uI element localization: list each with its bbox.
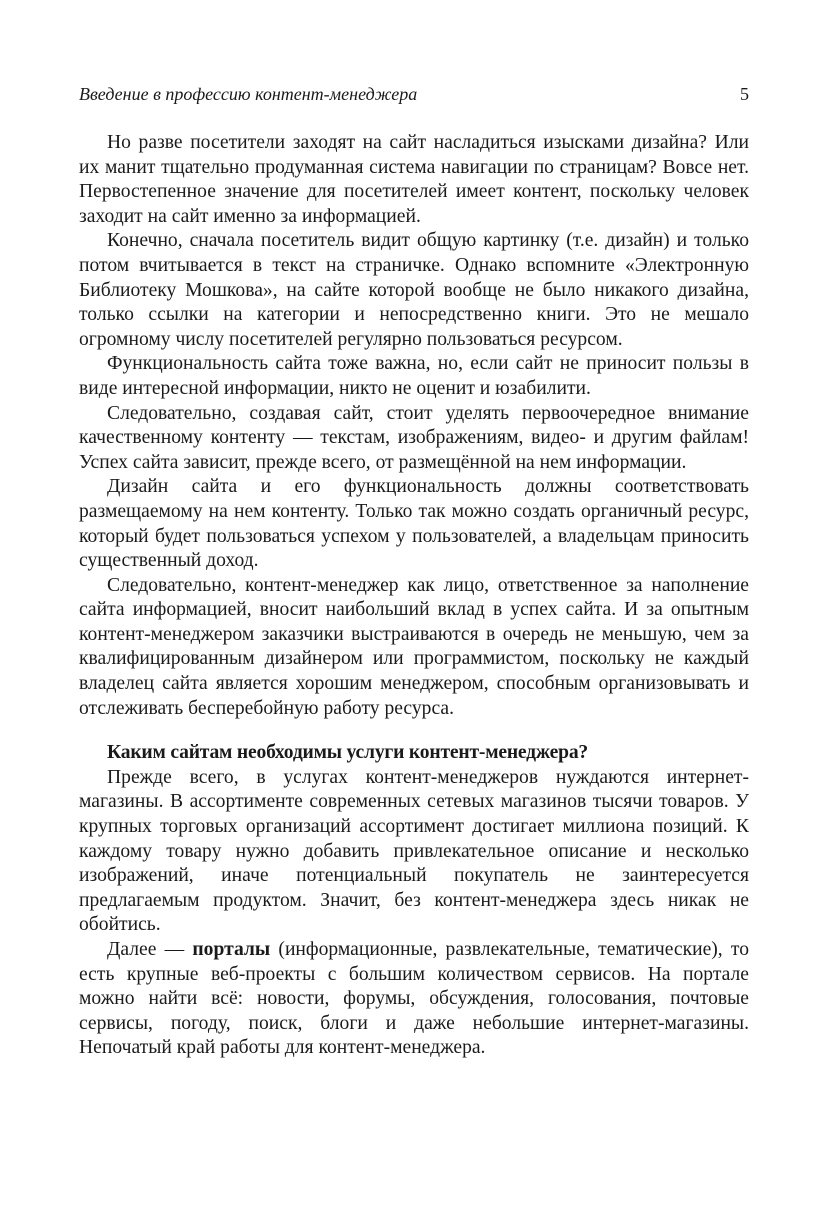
- term-portals: порталы: [192, 939, 271, 960]
- page-number: 5: [740, 84, 749, 104]
- paragraph: Функциональность сайта тоже важна, но, если сайт не приносит пользы в виде интересной информации, никто не оценит и юзабилити.: [79, 353, 749, 399]
- section-heading: Каким сайтам необходимы услуги контент-менеджера?: [107, 742, 589, 764]
- running-title: Введение в профессию контент-менеджера: [79, 84, 418, 104]
- paragraph: Прежде всего, в услугах контент-менеджеров нуждаются интернет-магазины. В ассортименте современных сетевых магазинов тысячи товаров. У крупных торговых организаций ассортимент достигает миллиона позиций. К каждому товару нужно добавить привлекательное описание и несколько изображений, иначе потенциальный покупатель не заинтересуется предлагаемым продуктом. Значит, без контент-менеджера здесь никак не обойтись.: [79, 766, 749, 936]
- book-page: [79, 0, 749, 1211]
- paragraph: Но разве посетители заходят на сайт насладиться изысками дизайна? Или их манит тщательно продуманная система навигации по страницам? Вовсе нет. Первостепенное значение для посетителей имеет контент, поскольку человек заходит на сайт именно за информацией.: [79, 132, 749, 227]
- paragraph-portals: [79, 938, 749, 1061]
- paragraph: Следовательно, контент-менеджер как лицо, ответственное за наполнение сайта информацией, вносит наибольший вклад в успех сайта. И за опытным контент-менеджером заказчики выстраиваются в очередь не меньшую, чем за квалифицированным дизайнером или программистом, поскольку не каждый владелец сайта является хорошим менеджером, способным организовывать и отслеживать бесперебойную работу ресурса.: [79, 574, 749, 719]
- paragraph: Дизайн сайта и его функциональность должны соответствовать размещаемому на нем контенту. Только так можно создать органичный ресурс, который будет пользоваться успехом у пользователей, а владельцам приносить существенный доход.: [79, 476, 749, 572]
- paragraph: Следовательно, создавая сайт, стоит уделять первоочередное внимание качественному контенту — текстам, изображениям, видео- и другим файлам! Успех сайта зависит, прежде всего, от размещённой на нем информации.: [79, 402, 749, 473]
- body-text: [79, 131, 749, 1061]
- running-header: [79, 84, 749, 110]
- paragraph-rest: (информационные, развлекательные, тематические), то есть крупные веб-проекты с большим количеством сервисов. На портале можно найти всё: новости, форумы, обсуждения, голосования, почтовые сервисы, погоду, поиск, блоги и даже небольшие интернет-магазины. Непочатый край работы для контент-менеджера.: [79, 939, 749, 1059]
- paragraph-lead: Далее —: [107, 939, 193, 960]
- paragraph: Конечно, сначала посетитель видит общую картинку (т.е. дизайн) и только потом вчитывается в текст на страничке. Однако вспомните «Электронную Библиотеку Мошкова», на сайте которой вообще не было никакого дизайна, только ссылки на категории и непосредственно книги. Это не мешало огромному числу посетителей регулярно пользоваться ресурсом.: [79, 230, 749, 350]
